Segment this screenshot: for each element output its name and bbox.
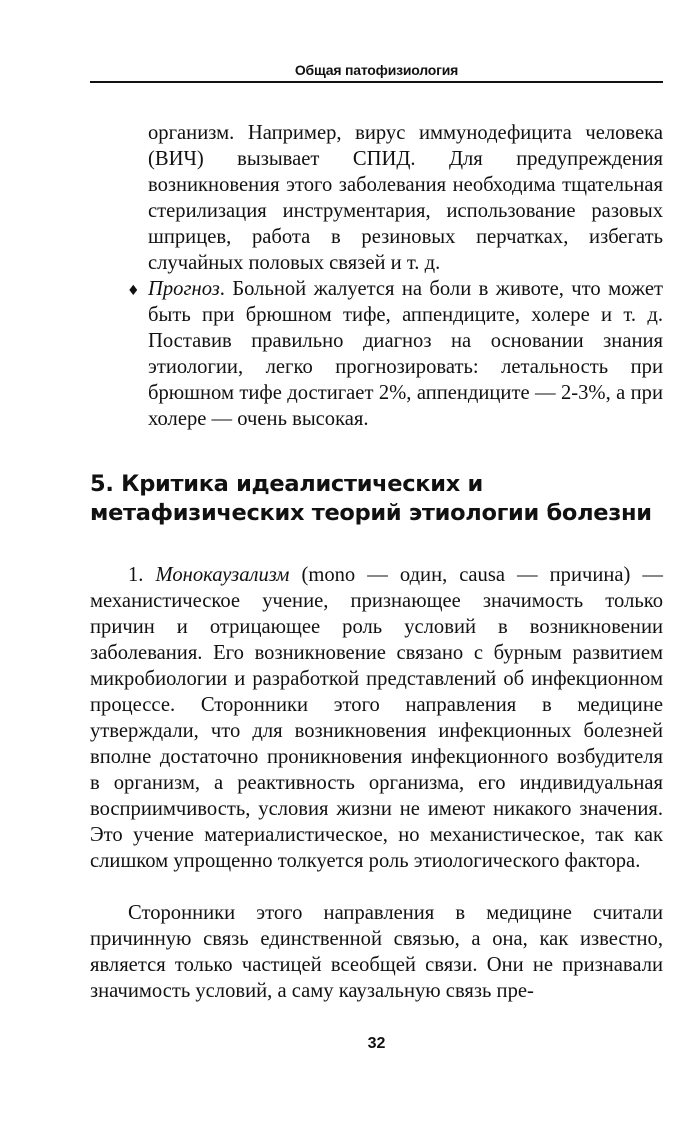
section-heading-line-2: метафизических теорий этиологии болезни bbox=[90, 500, 652, 526]
page-number: 32 bbox=[367, 1035, 386, 1052]
header-rule bbox=[90, 81, 663, 83]
paragraph-number: 1. bbox=[128, 564, 156, 586]
section-heading bbox=[90, 470, 690, 528]
continuation-paragraph: организм. Например, вирус иммунодефицита человека (ВИЧ) вызывает СПИД. Для предупреждения возникновения этого заболевания необходима тщательная стерилизация инструментария, использование разовых шприцев, работа в резиновых перчатках, избегать случайных половых связей и т. д. bbox=[148, 122, 663, 274]
term-monocausalism: Монокаузализм bbox=[155, 564, 290, 586]
running-title: Общая патофизиология bbox=[294, 62, 459, 78]
section-heading-line-1: 5. Критика идеалистических и bbox=[90, 471, 483, 497]
diamond-bullet-icon: ♦ bbox=[127, 283, 140, 299]
body-paragraph-2: Сторонники этого направления в медицине считали причинную связь единственной связью, а она, как известно, является только частицей всеобщей связи. Они не признавали значимость условий, а саму каузальную связь пре- bbox=[90, 902, 663, 1002]
body-paragraph-1-text: (mono — один, causa — причина) — механистическое учение, признающее значимость только причин и отрицающее роль условий в возникновении заболевания. Его возникновение связано с бурным развитием микробиологии и разработкой представлений об инфекционном процессе. Сторонники этого направления в медицине утверждали, что для возникновения инфекционных болезней вполне достаточно проникновения инфекционного возбудителя в организм, а реактивность организма, его индивидуальная восприимчивость, условия жизни не имеют никакого значения. Это учение материалистическое, но механистическое, так как слишком упрощенно толкуется роль этиологического фактора. bbox=[90, 564, 663, 872]
body-paragraph-1 bbox=[90, 562, 663, 874]
bullet-term: Прогноз bbox=[148, 278, 220, 300]
bullet-paragraph-prognosis bbox=[148, 276, 663, 432]
bullet-text: . Больной жалуется на боли в животе, что может быть при брюшном тифе, аппендиците, холере и т. д. Поставив правильно диагноз на основании знания этиологии, легко прогнозировать: летальность при брюшном тифе достигает 2%, аппендиците — 2-3%, а при холере — очень высокая. bbox=[148, 278, 663, 430]
